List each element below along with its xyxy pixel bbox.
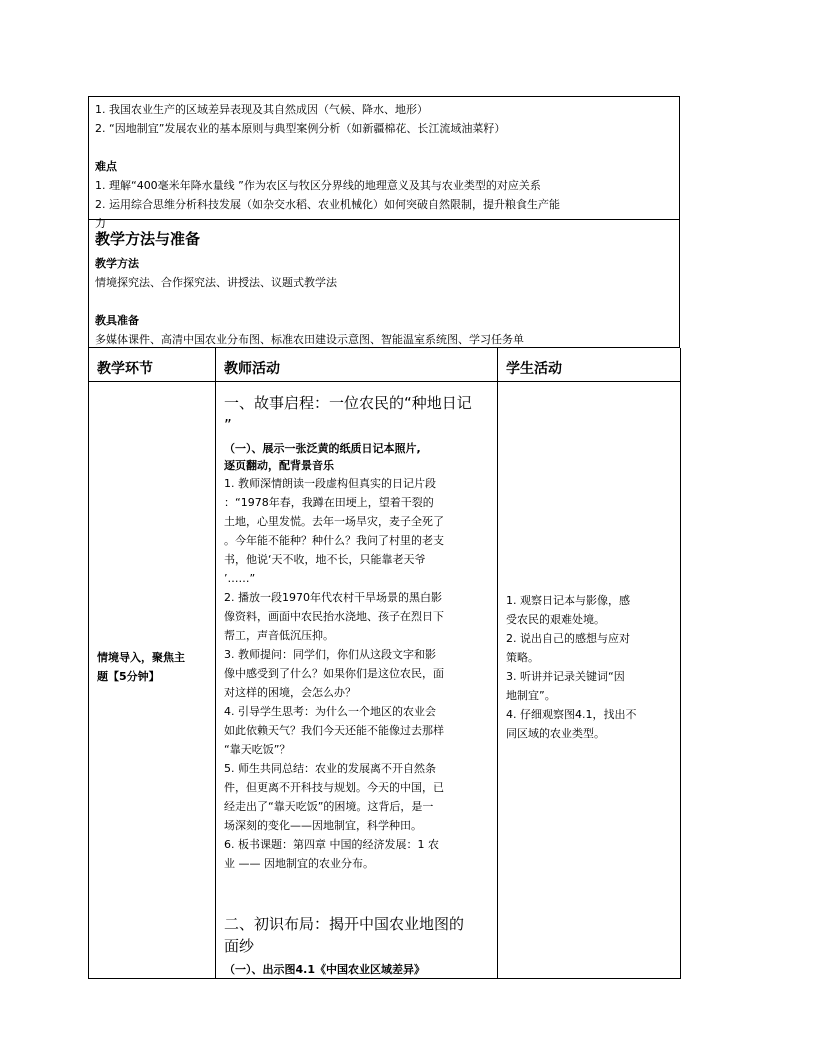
student-activity-line: 策略。 bbox=[506, 651, 539, 664]
teacher-activity-line: 对这样的困境，会怎么办？ bbox=[224, 686, 356, 699]
section-title: 教学方法与准备 bbox=[95, 230, 201, 248]
teacher-activity-line: 土地，心里发慌。去年一场旱灾，麦子全死了 bbox=[224, 515, 444, 528]
header-stage: 教学环节 bbox=[97, 361, 153, 377]
teacher-activity-line: 业 —— 因地制宜的农业分布。 bbox=[224, 857, 374, 870]
student-activity-line: 地制宜”。 bbox=[506, 689, 556, 702]
teacher-activity-line: 经走出了“靠天吃饭”的困境。这背后，是一 bbox=[224, 800, 434, 813]
teacher-activity-line: 件，但更离不开科技与规划。今天的中国，已 bbox=[224, 781, 444, 794]
teacher-activity-line: 帮工，声音低沉压抑。 bbox=[224, 629, 334, 642]
teacher-activity-line: 4. 引导学生思考：为什么一个地区的农业会 bbox=[224, 705, 436, 718]
methods-box bbox=[88, 220, 680, 348]
teacher-activity-line: 如此依赖天气？我们今天还能不能像过去那样 bbox=[224, 724, 444, 737]
student-cell bbox=[498, 382, 680, 743]
difficulty-1: 1. 理解“400毫米年降水量线 ”作为农区与牧区分界线的地理意义及其与农业类型的对应关系 bbox=[95, 179, 541, 192]
key-point-2: 2. “因地制宜”发展农业的基本原则与典型案例分析（如新疆棉花、长江流域油菜籽） bbox=[95, 122, 506, 135]
difficulty-label: 难点 bbox=[95, 160, 117, 173]
stage-line: 题【5分钟】 bbox=[97, 670, 160, 683]
header-teacher: 教师活动 bbox=[224, 361, 280, 377]
table-row bbox=[89, 382, 681, 979]
subtitle-line: 逐页翻动，配背景音乐 bbox=[224, 459, 334, 472]
teacher-activity-line: 2. 播放一段1970年代农村干旱场景的黑白影 bbox=[224, 591, 442, 604]
part1-subtitle bbox=[224, 440, 491, 474]
teacher-activity-line: 像资料，画面中农民抬水浇地、孩子在烈日下 bbox=[224, 610, 444, 623]
part2-title-cont: 面纱 bbox=[224, 937, 255, 955]
spacer bbox=[224, 873, 491, 913]
stage-line: 情境导入，聚焦主 bbox=[97, 651, 185, 664]
teacher-activity-line: 书，他说‘天不收，地不长，只能靠老天爷 bbox=[224, 553, 426, 566]
teacher-activity-line: 6. 板书课题：第四章 中国的经济发展：1 农 bbox=[224, 838, 439, 851]
student-activity-line: 3. 听讲并记录关键词“因 bbox=[506, 670, 625, 683]
teacher-activity-line: 1. 教师深情朗读一段虚构但真实的日记片段 bbox=[224, 477, 436, 490]
activity-table bbox=[88, 348, 681, 979]
teacher-activity-line: 3. 教师提问：同学们，你们从这段文字和影 bbox=[224, 648, 436, 661]
method-label: 教学方法 bbox=[95, 257, 139, 270]
student-activity-line: 同区域的农业类型。 bbox=[506, 727, 605, 740]
teacher-activity-line: 。今年能不能种？种什么？我问了村里的老支 bbox=[224, 534, 444, 547]
teacher-cell bbox=[216, 382, 497, 978]
student-activity-line: 4. 仔细观察图4.1，找出不 bbox=[506, 708, 637, 721]
teacher-activity-line: “靠天吃饭”？ bbox=[224, 743, 291, 756]
header-student: 学生活动 bbox=[506, 361, 562, 377]
difficulty-2-cont: 力 bbox=[95, 217, 106, 230]
tools-text: 多媒体课件、高清中国农业分布图、标准农田建设示意图、智能温室系统图、学习任务单 bbox=[95, 333, 524, 346]
part1-title-cont: ” bbox=[224, 416, 232, 434]
spacer bbox=[95, 138, 673, 157]
objectives-box bbox=[88, 96, 680, 230]
teacher-activity-line: ：“1978年春，我蹲在田埂上，望着干裂的 bbox=[224, 496, 434, 509]
spacer bbox=[95, 292, 673, 311]
difficulty-2: 2. 运用综合思维分析科技发展（如杂交水稻、农业机械化）如何突破自然限制，提升粮食生产能 bbox=[95, 198, 560, 211]
part2-title: 二、初识布局：揭开中国农业地图的 bbox=[224, 915, 465, 933]
tools-label: 教具准备 bbox=[95, 314, 139, 327]
student-activity-line: 1. 观察日记本与影像，感 bbox=[506, 594, 630, 607]
subtitle-line: （一）、展示一张泛黄的纸质日记本照片, bbox=[224, 442, 421, 455]
student-activity-line: 2. 说出自己的感想与应对 bbox=[506, 632, 630, 645]
key-point-1: 1. 我国农业生产的区域差异表现及其自然成因（气候、降水、地形） bbox=[95, 103, 428, 116]
teacher-activity-line: 像中感受到了什么？如果你们是这位农民，面 bbox=[224, 667, 444, 680]
teacher-activity-line: 场深刻的变化——因地制宜，科学种田。 bbox=[224, 819, 422, 832]
part2-subtitle: （一）、出示图4.1《中国农业区域差异》 bbox=[224, 963, 425, 976]
table-header-row bbox=[89, 348, 681, 382]
teacher-activity-line: ’……” bbox=[224, 572, 256, 585]
student-activity-line: 受农民的艰难处境。 bbox=[506, 613, 605, 626]
lesson-plan-page bbox=[88, 96, 680, 979]
method-text: 情境探究法、合作探究法、讲授法、议题式教学法 bbox=[95, 276, 337, 289]
part1-title: 一、故事启程：一位农民的“种地日记 bbox=[224, 394, 472, 412]
teacher-items bbox=[224, 474, 491, 873]
stage-cell bbox=[89, 382, 215, 686]
teacher-activity-line: 5. 师生共同总结：农业的发展离不开自然条 bbox=[224, 762, 436, 775]
